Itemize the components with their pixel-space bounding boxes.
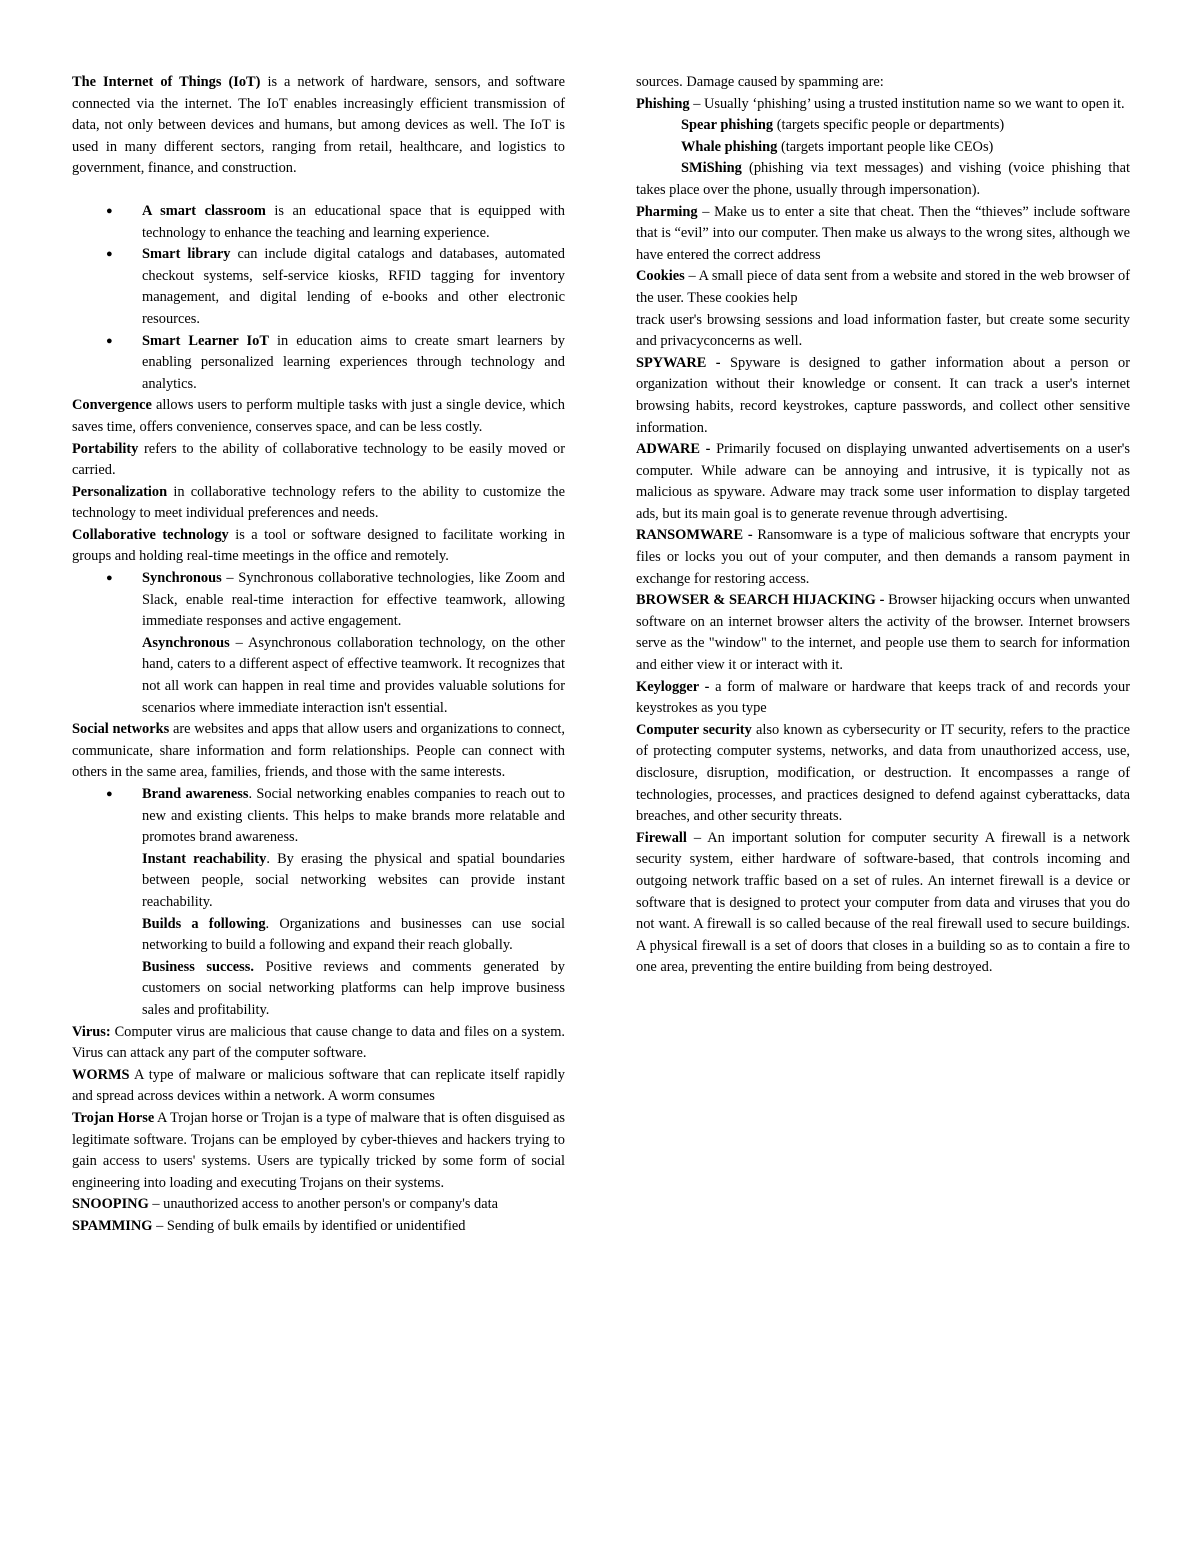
phishing-paragraph	[636, 94, 1130, 116]
item-text: can include digital catalogs and databases, automated checkout systems, self-service kiosks, RFID tagging for inventory management, and digital lending of e-books and other electronic resources.	[142, 246, 565, 327]
spyware-term: SPYWARE -	[636, 354, 721, 371]
spyware-text: Spyware is designed to gather information about a person or organization without their knowledge or consent. It can track a user's internet browsing habits, record keystrokes, capture passwords, and collect other sensitive information.	[636, 354, 1130, 436]
hijacking-paragraph	[636, 590, 1130, 676]
item-term: Brand awareness	[142, 786, 249, 802]
ransomware-paragraph	[636, 525, 1130, 590]
cookies-text: – A small piece of data sent from a website and stored in the web browser of the user. These cookies help	[636, 268, 1130, 306]
item-text: Positive reviews and comments generated by customers on social networking platforms can help improve business sales and profitability.	[142, 958, 565, 1018]
adware-text: Primarily focused on displaying unwanted advertisements on a user's computer. While adware can be annoying and intrusive, it is typically not as malicious as spyware. Adware may track some user information to display targeted ads, but its main goal is to generate revenue through advertising.	[636, 441, 1130, 522]
convergence-paragraph	[72, 395, 565, 438]
spamming-term: SPAMMING	[72, 1217, 153, 1234]
left-column	[72, 72, 565, 1237]
hijacking-text: Browser hijacking occurs when unwanted software on an internet browser alters the activity of the browser. Internet browsers serve as the "window" to the internet, and people use them to search for information and either view it or interact with it.	[636, 592, 1130, 674]
keylogger-term: Keylogger -	[636, 678, 710, 695]
list-item	[142, 633, 565, 719]
item-term: Builds a following	[142, 915, 266, 932]
item-text: . Organizations and businesses can use social networking to build a following and expand their reach globally.	[142, 915, 565, 954]
social-text: are websites and apps that allow users and organizations to connect, communicate, share information and form relationships. People can connect with others in the same area, families, friends, and those with the same interests.	[72, 721, 566, 781]
virus-text: Computer virus are malicious that cause change to data and files on a system. Virus can attack any part of the computer software.	[72, 1023, 565, 1062]
smishing-term: SMiShing	[681, 160, 742, 177]
spear-text: (targets specific people or departments)	[773, 117, 1005, 134]
right-column	[636, 72, 1130, 979]
collab-paragraph	[72, 525, 565, 568]
convergence-term: Convergence	[72, 397, 152, 414]
snooping-term: SNOOPING	[72, 1196, 149, 1213]
hijacking-term: BROWSER & SEARCH HIJACKING -	[636, 592, 885, 609]
worms-text: A type of malware or malicious software that can replicate itself rapidly and spread across devices within a network. A worm consumes	[72, 1066, 565, 1105]
ransomware-term: RANSOMWARE -	[636, 527, 753, 544]
list-item	[142, 244, 565, 330]
cookies-paragraph	[636, 266, 1130, 309]
security-paragraph	[636, 720, 1130, 828]
spacer	[72, 180, 565, 201]
virus-paragraph	[72, 1022, 565, 1065]
collab-term: Collaborative technology	[72, 526, 229, 543]
social-paragraph	[72, 719, 565, 784]
whale-term: Whale phishing	[681, 138, 778, 155]
iot-paragraph	[72, 72, 565, 180]
item-text: is an educational space that is equipped with technology to enhance the teaching and learning experience.	[142, 202, 565, 241]
spamming-paragraph	[72, 1216, 565, 1238]
pharming-term: Pharming	[636, 203, 698, 220]
trojan-paragraph	[72, 1108, 565, 1194]
iot-term: The Internet of Things (IoT)	[72, 74, 261, 90]
adware-paragraph	[636, 439, 1130, 525]
item-term: Instant reachability	[142, 850, 267, 867]
portability-text: refers to the ability of collaborative technology to be easily moved or carried.	[72, 440, 565, 479]
keylogger-paragraph	[636, 677, 1130, 720]
item-text: . Social networking enables companies to reach out to new and existing clients. This helps to make brands more relatable and promotes brand awareness.	[142, 786, 565, 846]
phishing-term: Phishing	[636, 95, 690, 112]
list-item	[142, 957, 565, 1022]
portability-paragraph	[72, 439, 565, 482]
snooping-paragraph	[72, 1194, 565, 1216]
smishing-paragraph	[636, 158, 1130, 201]
list-item	[142, 201, 565, 244]
firewall-text: – An important solution for computer security A firewall is a network security system, either hardware of software-based, that controls incoming and outgoing network traffic based on a set of rules. An internet firewall is a device or software that is designed to protect your computer from data and viruses that you do not want. A firewall is so called because of the real firewall used to secure buildings. A physical firewall is a set of doors that closes in a building so as to contain a fire to one area, preventing the entire building from being destroyed.	[636, 829, 1130, 976]
cookies-continuation: track user's browsing sessions and load information faster, but create some security and privacyconcerns as well.	[636, 311, 1130, 350]
item-term: Smart Learner IoT	[142, 332, 269, 349]
iot-list	[72, 201, 565, 395]
list-item	[142, 331, 565, 396]
personalization-term: Personalization	[72, 483, 168, 500]
phishing-text: – Usually ‘phishing’ using a trusted institution name so we want to open it.	[689, 95, 1125, 112]
item-text: in education aims to create smart learners by enabling personalized learning experiences through technology and analytics.	[142, 332, 566, 392]
portability-term: Portability	[72, 440, 139, 457]
whale-paragraph	[681, 137, 1130, 159]
whale-text: (targets important people like CEOs)	[777, 138, 994, 155]
pharming-paragraph	[636, 202, 1130, 267]
trojan-text: A Trojan horse or Trojan is a type of malware that is often disguised as legitimate software. Trojans can be employed by cyber-thieves and hackers trying to gain access to users' systems. Users are typically tricked by some form of social engineering into loading and executing Trojans on their systems.	[72, 1109, 565, 1191]
item-text: . By erasing the physical and spatial boundaries between people, social networking websites can provide instant reachability.	[142, 850, 566, 910]
spear-paragraph	[681, 115, 1130, 137]
adware-term: ADWARE -	[636, 441, 711, 458]
collab-list	[72, 568, 565, 719]
security-text: also known as cybersecurity or IT security, refers to the practice of protecting computer systems, networks, and data from unauthorized access, use, disclosure, disruption, modification, or destruction. It encompasses a range of technologies, processes, and practices designed to defend against cyberattacks, data breaches, and other security threats.	[636, 721, 1130, 825]
spamming-continuation: sources. Damage caused by spamming are:	[636, 74, 884, 90]
item-text: – Asynchronous collaboration technology, on the other hand, caters to a different aspect of effective teamwork. It recognizes that not all work can happen in real time and provides valuable solutions for scenarios where immediate interaction isn't essential.	[142, 634, 565, 716]
ransomware-text: Ransomware is a type of malicious software that encrypts your files or locks you out of your computer, and then demands a ransom payment in exchange for restoring access.	[636, 527, 1130, 587]
keylogger-text: a form of malware or hardware that keeps track of and records your keystrokes as you type	[636, 678, 1130, 717]
collab-text: is a tool or software designed to facilitate working in groups and holding real-time meetings in the office and remotely.	[72, 526, 565, 565]
trojan-term: Trojan Horse	[72, 1109, 155, 1126]
convergence-text: allows users to perform multiple tasks with just a single device, which saves time, offers convenience, conserves space, and can be less costly.	[72, 397, 565, 435]
list-item	[142, 784, 565, 849]
spamming-text: – Sending of bulk emails by identified or unidentified	[152, 1217, 466, 1234]
iot-text: is a network of hardware, sensors, and software connected via the internet. The IoT enables increasingly efficient transmission of data, not only between devices and humans, but among devices as well. The IoT is used in many different sectors, ranging from retail, healthcare, and logistics to government, finance, and construction.	[72, 74, 565, 177]
worms-term: WORMS	[72, 1066, 130, 1083]
snooping-text: – unauthorized access to another person's or company's data	[148, 1196, 499, 1213]
security-term: Computer security	[636, 721, 752, 738]
personalization-text: in collaborative technology refers to the ability to customize the technology to meet individual preferences and needs.	[72, 483, 565, 522]
worms-paragraph	[72, 1065, 565, 1108]
smishing-text: (phishing via text messages) and vishing (voice phishing that takes place over the phone, usually through impersonation).	[636, 160, 1130, 198]
item-term: Business success.	[142, 958, 254, 975]
item-term: Synchronous	[142, 570, 222, 587]
social-list	[72, 784, 565, 1022]
cookies-term: Cookies	[636, 268, 685, 285]
spyware-paragraph	[636, 353, 1130, 439]
social-term: Social networks	[72, 721, 170, 738]
item-term: Smart library	[142, 246, 231, 263]
personalization-paragraph	[72, 482, 565, 525]
item-text: – Synchronous collaborative technologies, like Zoom and Slack, enable real-time interaction for effective teamwork, allowing immediate responses and active engagement.	[142, 570, 565, 630]
firewall-paragraph	[636, 828, 1130, 979]
pharming-text: – Make us to enter a site that cheat. Then the “thieves” include software that is “evil” into our computer. Then make us always to the wrong sites, although we have entered the correct address	[636, 203, 1130, 263]
list-item	[142, 914, 565, 957]
list-item	[142, 849, 565, 914]
spear-term: Spear phishing	[681, 117, 774, 134]
list-item	[142, 568, 565, 633]
item-term: A smart classroom	[142, 202, 266, 219]
item-term: Asynchronous	[142, 634, 230, 651]
firewall-term: Firewall	[636, 829, 687, 846]
virus-term: Virus:	[72, 1023, 111, 1040]
